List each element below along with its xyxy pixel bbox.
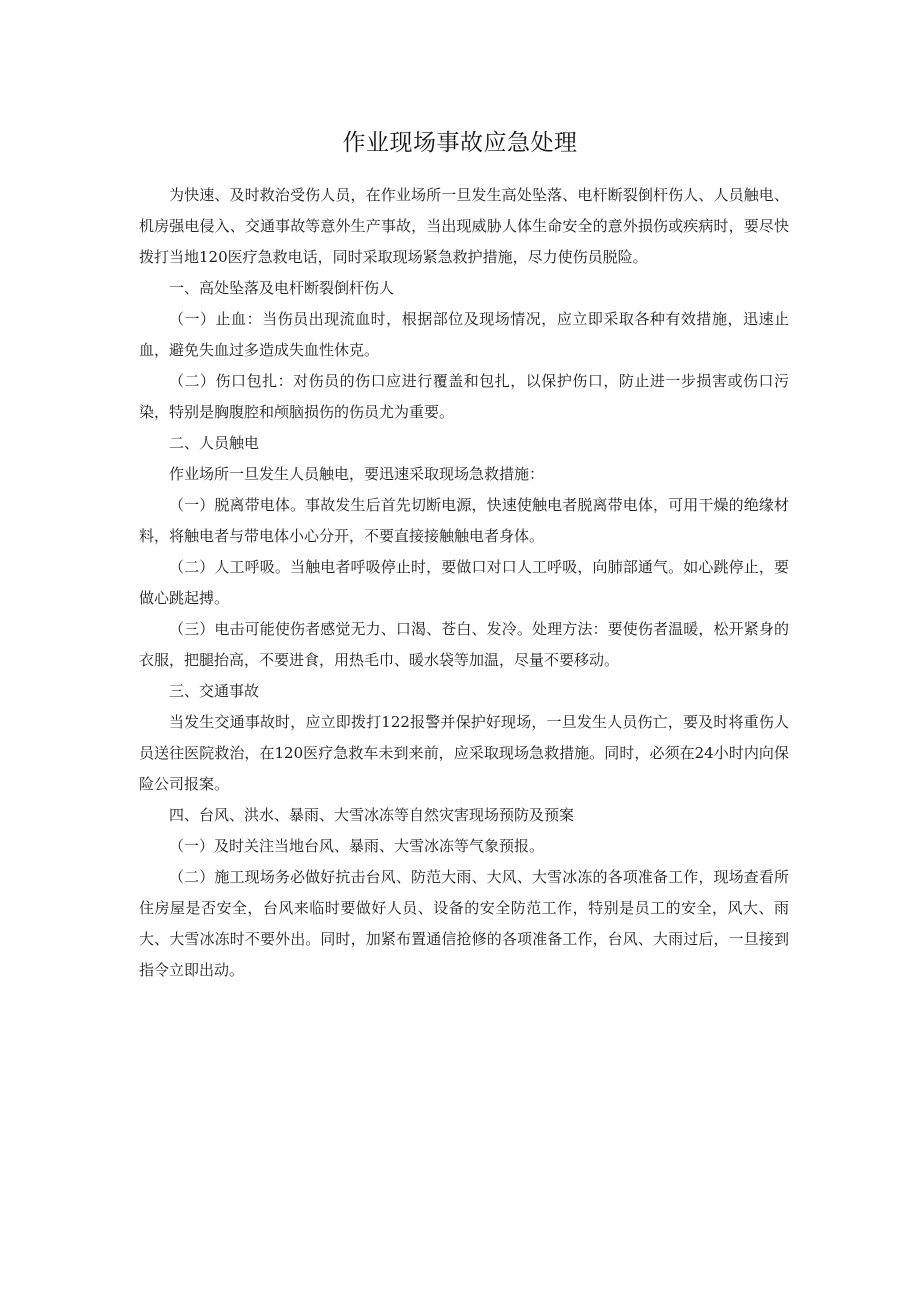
document-body [139, 180, 789, 986]
section-heading-electric-shock: 二、人员触电 [169, 434, 260, 452]
paragraph-traffic-accident: 当发生交通事故时，应立即拨打122报警并保护好现场，一旦发生人员伤亡，要及时将重伤人员送往医院救治，在120医疗急救车未到来前，应采取现场急救措施。同时，必须在24小时内向保险公司报案。 [139, 713, 789, 793]
paragraph-wound-dressing: （二）伤口包扎：对伤员的伤口应进行覆盖和包扎，以保护伤口，防止进一步损害或伤口污染，特别是胸腹腔和颅脑损伤的伤员尤为重要。 [139, 372, 789, 421]
paragraph-shock-intro: 作业场所一旦发生人员触电，要迅速采取现场急救措施： [169, 465, 545, 483]
paragraph-disconnect-power: （一）脱离带电体。事故发生后首先切断电源，快速使触电者脱离带电体，可用干燥的绝缘材料，将触电者与带电体小心分开，不要直接接触触电者身体。 [139, 496, 789, 545]
paragraph-stop-bleeding: （一）止血：当伤员出现流血时，根据部位及现场情况，应立即采取各种有效措施，迅速止血，避免失血过多造成失血性休克。 [139, 310, 789, 359]
section-heading-traffic-accident: 三、交通事故 [169, 682, 260, 700]
document-title: 作业现场事故应急处理 [342, 130, 578, 156]
section-heading-natural-disaster: 四、台风、洪水、暴雨、大雪冰冻等自然灾害现场预防及预案 [169, 806, 575, 824]
paragraph-weather-forecast: （一）及时关注当地台风、暴雨、大雪冰冻等气象预报。 [169, 837, 545, 855]
intro-paragraph: 为快速、及时救治受伤人员，在作业场所一旦发生高处坠落、电杆断裂倒杆伤人、人员触电、机房强电侵入、交通事故等意外生产事故，当出现威胁人体生命安全的意外损伤或疾病时，要尽快拨打当地120医疗急救电话，同时采取现场紧急救护措施，尽力使伤员脱险。 [139, 186, 789, 266]
section-heading-fall-injury: 一、高处坠落及电杆断裂倒杆伤人 [169, 279, 395, 297]
paragraph-disaster-preparation: （二）施工现场务必做好抗击台风、防范大雨、大风、大雪冰冻的各项准备工作，现场查看所住房屋是否安全，台风来临时要做好人员、设备的安全防范工作，特别是员工的安全，风大、雨大、大雪冰冻时不要外出。同时，加紧布置通信抢修的各项准备工作，台风、大雨过后，一旦接到指令立即出动。 [139, 868, 789, 979]
paragraph-shock-symptoms: （三）电击可能使伤者感觉无力、口渴、苍白、发冷。处理方法：要使伤者温暖，松开紧身的衣服，把腿抬高，不要进食，用热毛巾、暖水袋等加温，尽量不要移动。 [139, 620, 789, 669]
paragraph-artificial-respiration: （二）人工呼吸。当触电者呼吸停止时，要做口对口人工呼吸，向肺部通气。如心跳停止，要做心跳起搏。 [139, 558, 789, 607]
